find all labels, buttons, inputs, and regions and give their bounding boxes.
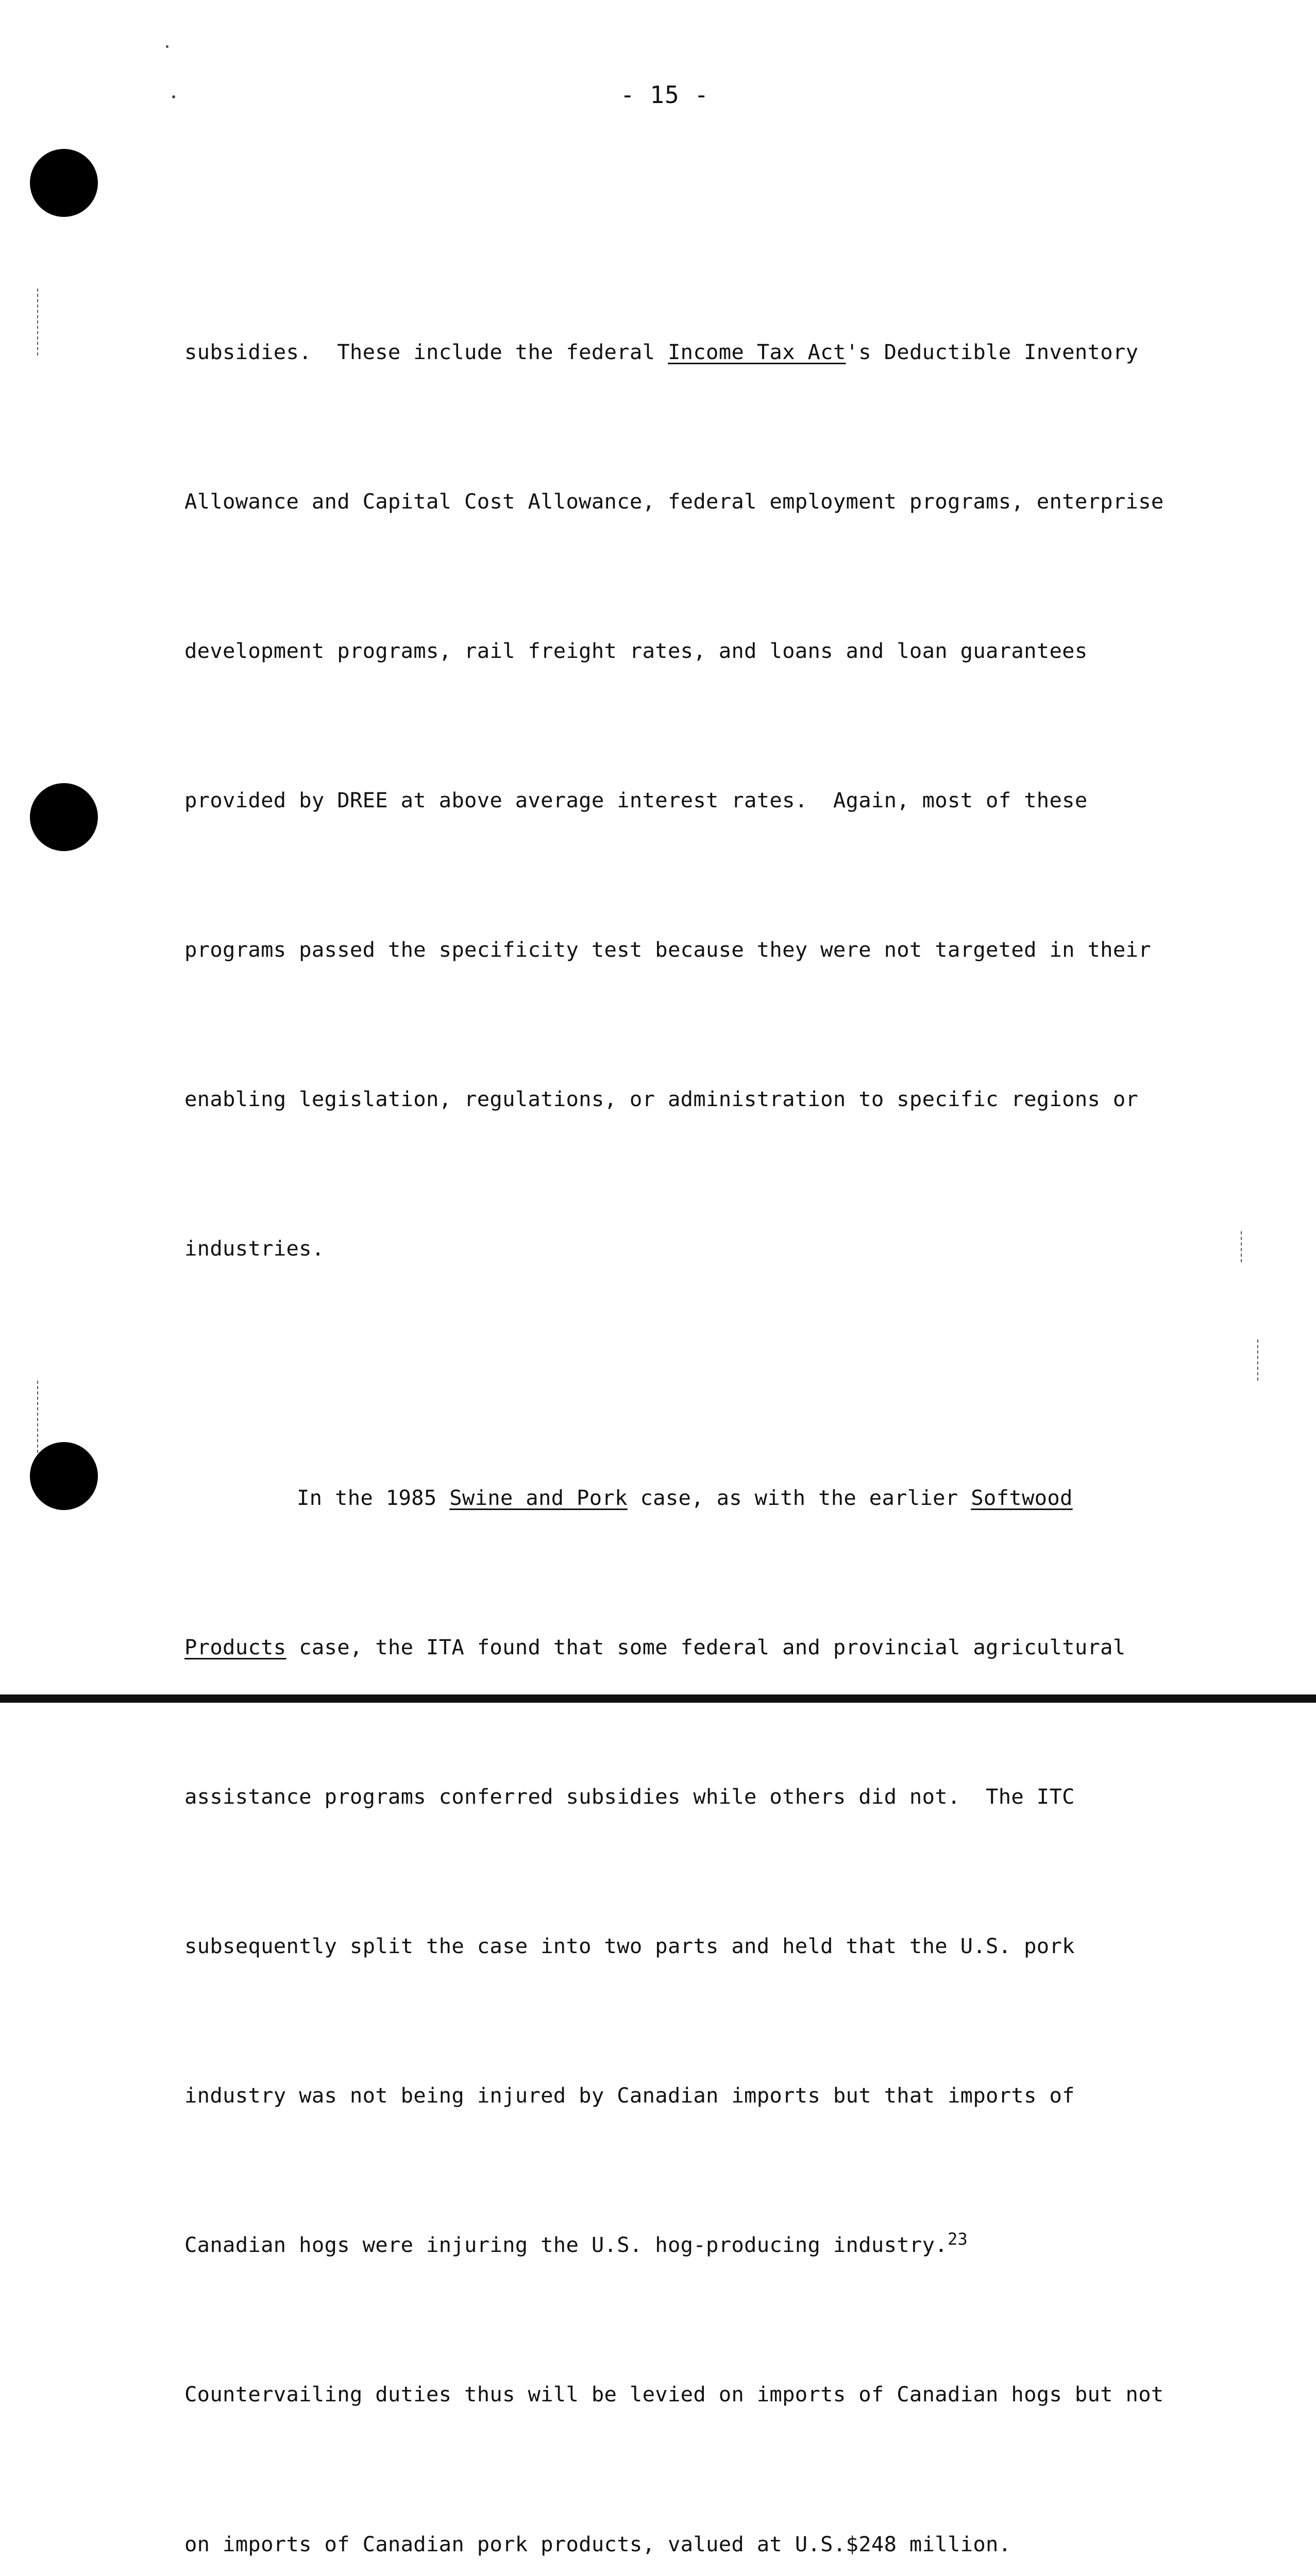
scan-mark: [37, 1381, 38, 1453]
text-line: development programs, rail freight rates, and loans and loan guarantees: [184, 638, 1088, 663]
page-number: - 15 -: [620, 81, 710, 109]
text-line: on imports of Canadian pork products, valued at U.S.$248 million.: [184, 2531, 1011, 2556]
case-title: Swine and Pork: [449, 1485, 628, 1510]
scan-mark: [37, 289, 38, 355]
scan-mark: [1257, 1340, 1258, 1381]
punch-hole: [30, 783, 98, 851]
text-line: Allowance and Capital Cost Allowance, federal employment programs, enterprise: [184, 488, 1164, 514]
text-line: provided by DREE at above average interest rates. Again, most of these: [184, 788, 1088, 813]
text-line: subsidies. These include the federal Income Tax Act's Deductible Inventory: [184, 339, 1139, 364]
text-line: Countervailing duties thus will be levied on imports of Canadian hogs but not: [184, 2382, 1164, 2407]
text-line: Canadian hogs were injuring the U.S. hog-producing industry.$^{23}$: [184, 2229, 968, 2258]
scan-speck: [166, 45, 168, 48]
case-title: Softwood: [971, 1485, 1073, 1510]
text-line: In the 1985 Swine and Pork case, as with the earlier Softwood: [297, 1485, 1073, 1510]
punch-hole: [30, 1442, 98, 1510]
scan-speck: [172, 95, 175, 98]
text-line: Products case, the ITA found that some federal and provincial agricultural: [184, 1634, 1126, 1659]
scan-mark: [1241, 1231, 1242, 1262]
document-body: [184, 128, 1163, 2576]
case-title: Products: [184, 1634, 286, 1659]
text-line: enabling legislation, regulations, or administration to specific regions or: [184, 1087, 1139, 1112]
text-line: industries.: [184, 1236, 325, 1261]
footnote-ref: 23: [947, 2229, 968, 2249]
text-line: subsequently split the case into two parts and held that the U.S. pork: [184, 1934, 1075, 1959]
act-title: Income Tax Act: [667, 339, 846, 364]
text-line: assistance programs conferred subsidies while others did not. The ITC: [184, 1784, 1075, 1809]
punch-hole: [30, 149, 98, 217]
text-line: programs passed the specificity test because they were not targeted in their: [184, 937, 1151, 962]
text-line: industry was not being injured by Canadian imports but that imports of: [184, 2083, 1075, 2108]
